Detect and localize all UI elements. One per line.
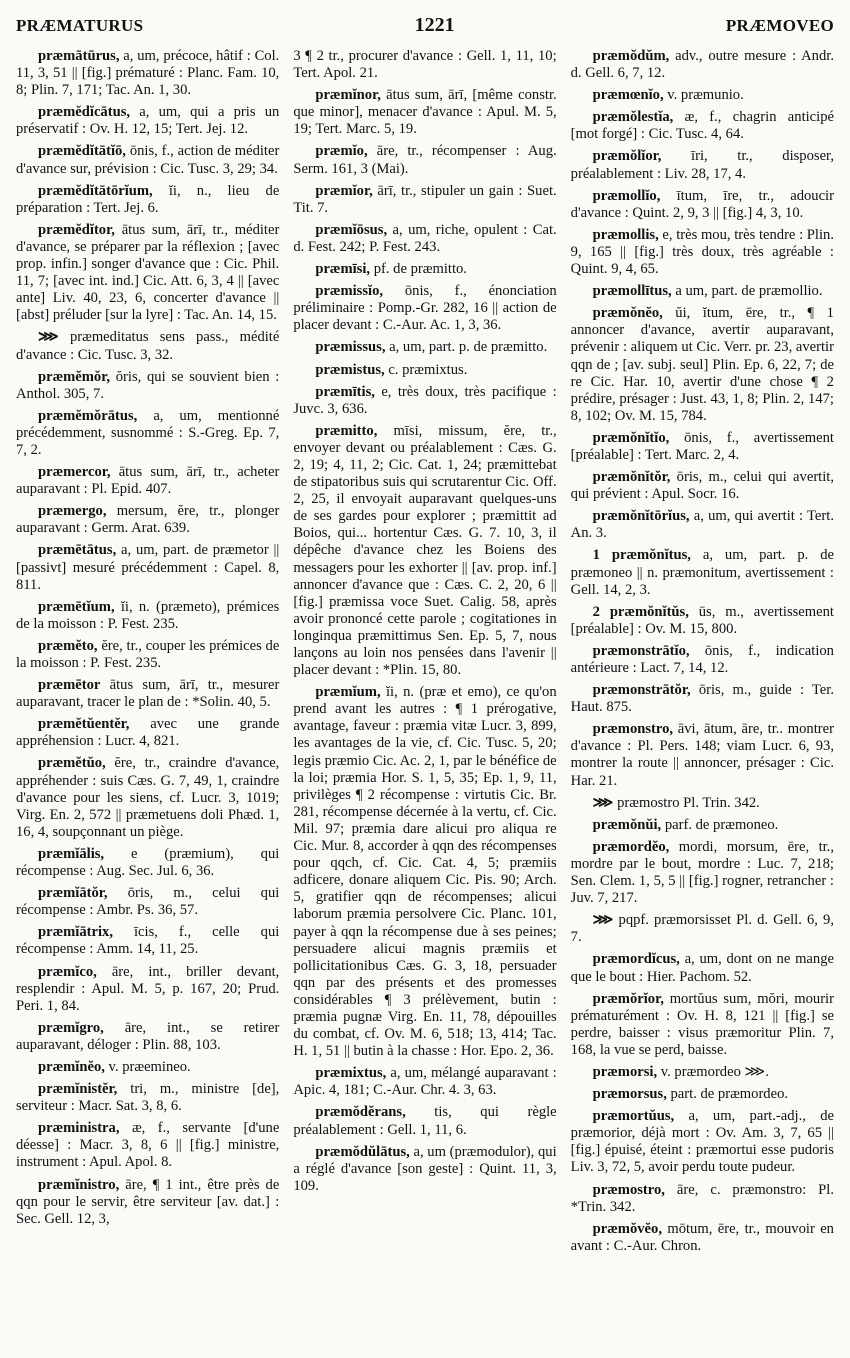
- entry-headword: præmœnĭo,: [592, 87, 664, 104]
- entry-definition: a, um, part. p. de præmoneo || n. præmonitum, avertissement : Gell. 14, 2, 3.: [570, 547, 834, 598]
- entry-headword: præmŏdĕrans,: [315, 1104, 406, 1121]
- entry-headword: præmĕdĭtātōrĭum,: [38, 182, 153, 199]
- entry-headword: ⋙: [592, 912, 614, 929]
- entry-headword: præmercor,: [38, 464, 111, 481]
- entry-headword: præmĕdĭtātĭō,: [38, 143, 126, 160]
- dictionary-entry: [16, 846, 279, 880]
- dictionary-entry: [571, 991, 834, 1059]
- entry-definition: c. præmixtus.: [388, 361, 468, 378]
- dictionary-entry: [293, 261, 556, 278]
- entry-definition: ŏris, qui se souvient bien : Anthol. 305, 7.: [16, 368, 280, 402]
- entry-definition: āre, c. præmonstro: Pl. *Trin. 342.: [570, 1181, 834, 1215]
- entry-headword: præmĭnĕo,: [38, 1058, 105, 1075]
- dictionary-entry: [16, 1059, 279, 1076]
- entry-headword: præmĭnistro,: [38, 1176, 120, 1193]
- entry-headword: præmortŭus,: [592, 1108, 675, 1125]
- entry-headword: præmordĕo,: [592, 838, 670, 855]
- entry-headword: præmātūrus,: [38, 48, 120, 64]
- entry-headword: 2 præmŏnĭtŭs,: [592, 603, 689, 620]
- entry-headword: præmĭco,: [38, 963, 97, 980]
- entry-definition: v. præmordeo ⋙.: [660, 1063, 769, 1080]
- entry-definition: e, très doux, très pacifique : Juvc. 3, 636.: [293, 383, 557, 417]
- entry-definition: ĕre, tr., craindre d'avance, appréhender : suis Cæs. G. 7, 49, 1, craindre d'avance pour les siens, cf. Lucr. 3, 1019; Virg. En. 2, 572 || præmetuens doli Phæd. 1, 16, 4, soupçonnant un piège.: [16, 755, 280, 840]
- page-number: 1221: [414, 14, 455, 36]
- entry-definition: ōris, m., celui qui récompense : Ambr. Ps. 36, 57.: [16, 885, 280, 919]
- dictionary-entry: [293, 87, 556, 138]
- columns: [16, 48, 834, 1260]
- dictionary-entry: [293, 1144, 556, 1195]
- entry-definition: adv., outre mesure : Andr. d. Gell. 6, 7, 12.: [570, 48, 834, 82]
- entry-definition: a, um, qui a pris un préservatif : Ov. H. 12, 15; Tert. Jej. 12.: [16, 104, 280, 138]
- dictionary-entry: [571, 469, 834, 503]
- dictionary-entry: [16, 183, 279, 217]
- dictionary-entry: [16, 964, 279, 1015]
- entry-headword: præmŏdŭlātus,: [315, 1143, 410, 1160]
- dictionary-entry: [16, 503, 279, 537]
- entry-headword: præmŏnŭi,: [592, 816, 662, 833]
- dictionary-entry: [571, 48, 834, 82]
- dictionary-entry: [571, 547, 834, 598]
- dictionary-entry: [571, 1182, 834, 1216]
- dictionary-entry: [293, 222, 556, 256]
- entry-headword: præmŏnĕo,: [592, 305, 663, 322]
- entry-headword: præmŏdŭm,: [592, 48, 670, 64]
- entry-headword: præmordĭcus,: [592, 951, 680, 968]
- entry-definition: mersum, ĕre, tr., plonger auparavant : Germ. Arat. 639.: [16, 503, 280, 537]
- entry-headword: præmĭgro,: [38, 1019, 104, 1036]
- entry-definition: æ, f., chagrin anticipé [mot forgé] : Cic. Tusc. 4, 64.: [570, 109, 834, 143]
- entry-definition: præmeditatus sens pass., médité d'avance : Cic. Tusc. 3, 32.: [16, 329, 280, 363]
- dictionary-entry: [16, 104, 279, 138]
- entry-headword: præmĭor,: [315, 182, 373, 199]
- entry-definition: ātus sum, ārī, tr., acheter auparavant : Pl. Epid. 407.: [16, 464, 280, 498]
- entry-definition: mīsi, missum, ĕre, tr., envoyer devant ou préalablement : Cæs. G. 2, 19; 4, 11, 2; Cic. Cat. 1, 24; præmittebat de stipatoribus suis qui scrutarentur Cic. Off. 2, 25, il envoyait auparavant quelques-uns de ses gardes pour explorer ; præmittit ad Boios, qui... hortentur Cæs. G. 7. 10, 3, il dépêche d'avance chez les Boiens des messagers pour les exhorter || [av. prop. inf.] annoncer d'avance que : Cæs. C. 2, 20, 6 || [fig.] præmissa voce Suet. Calig. 58, après avoir prononcé cette parole ; cogitationes in longinqua præmittimus Sen. Ep. 5, 7, nous lançons au loin nos pensées dans l'avenir || placer devant : *Plin. 15, 80.: [293, 422, 557, 679]
- entry-definition: ātus sum, ārī, tr., mesurer auparavant, tracer le plan de : *Solin. 40, 5.: [16, 677, 280, 711]
- entry-definition: a, um, part. de præmetor || [passivt] mesuré précédemment : Capel. 8, 811.: [16, 542, 280, 593]
- dictionary-entry: [293, 423, 556, 679]
- entry-headword: præmŏnĭtĭo,: [592, 429, 670, 446]
- entry-definition: e, très mou, très tendre : Plin. 9, 165 || [fig.] très doux, très agréable : Quint. 9, 4, 65.: [570, 226, 834, 278]
- entry-headword: præmĕtŭo,: [38, 755, 106, 772]
- entry-headword: præmĭālis,: [38, 845, 105, 862]
- entry-definition: tis, qui règle préalablement : Gell. 1, 11, 6.: [293, 1104, 557, 1138]
- dictionary-entry: [16, 1020, 279, 1054]
- dictionary-entry: [293, 339, 556, 356]
- entry-headword: præmissus,: [315, 339, 386, 356]
- entry-definition: a, um (præmodulor), qui a réglé d'avance [son geste] : Quint. 11, 3, 109.: [293, 1143, 557, 1194]
- dictionary-entry: [571, 283, 834, 300]
- entry-headword: præmētātus,: [38, 542, 117, 559]
- entry-headword: præmĕdĭcātus,: [38, 104, 131, 121]
- dictionary-entry: [16, 716, 279, 750]
- entry-definition: 3 ¶ 2 tr., procurer d'avance : Gell. 1, 11, 10; Tert. Apol. 21.: [293, 48, 557, 82]
- entry-definition: ōris, m., celui qui avertit, qui prévient : Apul. Socr. 16.: [570, 469, 834, 503]
- entry-definition: part. de præmordeo.: [670, 1086, 789, 1103]
- entry-headword: ⋙: [592, 794, 614, 811]
- dictionary-entry: [16, 638, 279, 672]
- entry-headword: præmŏlestĭa,: [592, 109, 674, 126]
- entry-headword: præmĭātrix,: [38, 924, 113, 941]
- dictionary-entry: [571, 721, 834, 789]
- dictionary-entry: [571, 951, 834, 985]
- entry-headword: præmorsus,: [592, 1086, 667, 1103]
- dictionary-entry: [571, 508, 834, 542]
- dictionary-entry: [571, 682, 834, 716]
- dictionary-entry: [293, 384, 556, 418]
- dictionary-entry: [16, 222, 279, 325]
- dictionary-entry: [293, 1065, 556, 1099]
- dictionary-entry: [571, 227, 834, 278]
- entry-definition: ĭi, n., lieu de préparation : Tert. Jej. 6.: [16, 182, 280, 216]
- entry-definition: a um, part. de præmollio.: [675, 283, 823, 300]
- dictionary-entry: [16, 48, 279, 99]
- entry-headword: præmīsi,: [315, 261, 371, 278]
- entry-definition: āre, int., se retirer auparavant, déloger : Plin. 88, 103.: [16, 1019, 280, 1053]
- entry-headword: præmĭōsus,: [315, 221, 388, 238]
- dictionary-entry: [16, 677, 279, 711]
- dictionary-entry: [16, 599, 279, 633]
- dictionary-entry: [293, 1104, 556, 1138]
- dictionary-entry: [293, 362, 556, 379]
- entry-definition: ĭi, n. (præmeto), prémices de la moisson : P. Fest. 235.: [16, 598, 280, 632]
- entry-definition: āre, int., briller devant, resplendir : Apul. M. 5, p. 167, 20; Prud. Peri. 1, 84.: [16, 963, 280, 1014]
- dictionary-entry: [571, 1221, 834, 1255]
- dictionary-entry: [571, 305, 834, 425]
- dictionary-entry: [293, 143, 556, 177]
- entry-headword: præmĕmŏrātus,: [38, 407, 138, 424]
- entry-headword: præmĭo,: [315, 143, 368, 160]
- dictionary-entry: [571, 1108, 834, 1176]
- entry-headword: præministra,: [38, 1120, 120, 1137]
- dictionary-entry: [293, 48, 556, 82]
- entry-definition: a, um, mélangé auparavant : Apic. 4, 181; C.-Aur. Chr. 4. 3, 63.: [293, 1065, 557, 1099]
- entry-definition: a, um, qui avertit : Tert. An. 3.: [570, 508, 834, 542]
- entry-headword: præmētĭum,: [38, 598, 115, 615]
- entry-definition: mortŭus sum, mŏri, mourir prématurément : Ov. H. 8, 121 || [fig.] se perdre, baisser : visus præmoritur Plin. 7, 168, la vue se perd, baisse.: [570, 990, 834, 1058]
- entry-definition: tri, m., ministre [de], serviteur : Macr. Sat. 3, 8, 6.: [16, 1081, 280, 1115]
- dictionary-entry: [16, 464, 279, 498]
- page-header: [16, 14, 834, 44]
- entry-definition: īcis, f., celle qui récompense : Amm. 14, 11, 25.: [16, 924, 280, 958]
- entry-definition: ātus sum, ārī, tr., méditer d'avance, se préparer par la réflexion ; [avec prop. infin.] songer d'avance que : Cic. Phil. 11, 7; [avec int. ind.] Cic. Att. 6, 3, 4 || [avec ante] Liv. 40, 23, 6, concerter d'avance || [abst] préluder [sur la lyre] : Tac. An. 14, 15.: [16, 221, 280, 324]
- entry-headword: præmorsi,: [592, 1063, 658, 1080]
- entry-definition: ŭi, ĭtum, ēre, tr., ¶ 1 annoncer d'avance, avertir auparavant, prévenir : aliquem ut Cic. Verr. pr. 23, avertir qqn de ; [av. subj. seul] Plin. Ep. 6, 22, 7; de re Cic. Har. 10, avertir d'une chose ¶ 2 prédire, présager : Just. 43, 1, 8; Plin. 2, 147; 8, 102; Ov. M. 15, 784.: [570, 305, 834, 424]
- entry-headword: præmollītus,: [592, 283, 672, 300]
- entry-definition: ōnis, f., avertissement [préalable] : Tert. Marc. 2, 4.: [570, 429, 834, 463]
- entry-headword: præmĭātŏr,: [38, 885, 108, 902]
- entry-definition: præmostro Pl. Trin. 342.: [617, 794, 760, 811]
- entry-definition: ōnis, f., énonciation préliminaire : Pomp.-Gr. 282, 16 || action de placer devant : C.-Aur. Ac. 1, 3, 36.: [293, 283, 557, 334]
- entry-definition: a, um, riche, opulent : Cat. d. Fest. 242; P. Fest. 243.: [293, 221, 557, 255]
- dictionary-entry: [571, 643, 834, 677]
- dictionary-entry: [571, 839, 834, 907]
- entry-definition: mordi, morsum, ēre, tr., mordre par le bout, mordre : Luc. 7, 218; Sen. Clem. 1, 5, 5 || [fig.] rogner, retrancher : Juv. 7, 217.: [570, 838, 834, 907]
- entry-definition: ōnis, f., action de méditer d'avance sur, prévision : Cic. Tusc. 3, 29; 34.: [16, 143, 280, 177]
- entry-headword: præmollĭo,: [592, 187, 661, 204]
- entry-headword: præmĕdĭtor,: [38, 221, 115, 238]
- entry-headword: præmistus,: [315, 361, 385, 378]
- header-left-guideword: PRÆMATURUS: [16, 16, 144, 35]
- entry-headword: 1 præmŏnĭtus,: [592, 547, 691, 564]
- entry-definition: v. præemineo.: [108, 1058, 191, 1075]
- entry-headword: præmollis,: [592, 226, 659, 243]
- dictionary-entry: [16, 1081, 279, 1115]
- entry-headword: præmŏlĭor,: [592, 148, 662, 165]
- dictionary-entry: [16, 329, 279, 363]
- entry-definition: pf. de præmitto.: [373, 261, 467, 278]
- entry-definition: a, um, mentionné précédemment, susnommé : S.-Greg. Ep. 7, 7, 2.: [16, 407, 280, 458]
- dictionary-entry: [293, 684, 556, 1060]
- entry-definition: mōtum, ēre, tr., mouvoir en avant : C.-Aur. Chron.: [570, 1220, 834, 1254]
- entry-headword: præmĭnistĕr,: [38, 1081, 118, 1098]
- entry-headword: præmĭnor,: [315, 87, 381, 104]
- dictionary-entry: [571, 1064, 834, 1081]
- entry-headword: præmostro,: [592, 1181, 665, 1198]
- entry-definition: v. præmunio.: [667, 87, 744, 104]
- dictionary-entry: [293, 283, 556, 334]
- dictionary-entry: [16, 1120, 279, 1171]
- entry-definition: parf. de præmoneo.: [664, 816, 779, 833]
- dictionary-entry: [571, 604, 834, 638]
- entry-definition: ōnis, f., indication antérieure : Lact. 7, 14, 12.: [570, 642, 834, 676]
- dictionary-entry: [571, 87, 834, 104]
- entry-definition: ĭi, n. (præ et emo), ce qu'on prend avant les autres : ¶ 1 prérogative, avantage, faveur : præmia vitæ Lucr. 3, 899, les avantages de la vie, cf. Cic. Tusc. 5, 20; legis præmio Cic. Ac. 2, 1, par le bénéfice de la loi; præmia Hor. S. 1, 5, 35; Ep. 1, 9, 11, privilèges ¶ 2 récompense : virtutis Cic. Br. 281, récompense décernée à la vertu, cf. Cic. Mil. 97; præmia dare alicui pro aliqua re Cic. Mur. 8, accorder à qqn des récompenses pour qqch, cf. Cic. Cat. 4, 5; præmiis adficere, donare aliquem Cic. Pis. 90; Arch. 5, gratifier qqn de récompenses; alicui laborum præmia persolvere Cic. Planc. 101, payer à qqn la récompense due à ses peines; persuadere alicui magnis præmiis et pollicitationibus Cæs. G. 3, 18, persuader qqn par des présents et des promesses considérables ¶ 3 prélèvement, butin : præmia pugnæ Virg. En. 11, 78, dépouilles du combat, cf. Ov. M. 6, 518; 13, 414; Tac. H. 1, 51 || butin à la chasse : Hor. Epo. 2, 36.: [293, 684, 557, 1060]
- dictionary-entry: [571, 795, 834, 812]
- entry-definition: īri, tr., disposer, préalablement : Liv. 28, 17, 4.: [570, 148, 834, 182]
- entry-definition: æ, f., servante [d'une déesse] : Macr. 3, 8, 6 || [fig.] ministre, instrument : Apul. Apol. 8.: [16, 1120, 280, 1171]
- dictionary-entry: [571, 109, 834, 143]
- column-3: [571, 48, 834, 1260]
- dictionary-entry: [16, 924, 279, 958]
- entry-definition: ārī, tr., stipuler un gain : Suet. Tit. 7.: [293, 182, 557, 216]
- entry-headword: præmonstrātĭo,: [592, 642, 690, 659]
- dictionary-entry: [571, 1086, 834, 1103]
- entry-headword: præmĭum,: [315, 684, 381, 701]
- entry-definition: āre, tr., récompenser : Aug. Serm. 161, 3 (Mai).: [293, 143, 557, 177]
- dictionary-entry: [16, 369, 279, 403]
- entry-definition: ātus sum, ārī, [même constr. que minor], menacer d'avance : Apul. M. 5, 19; Tert. Marc. 5, 19.: [293, 87, 557, 138]
- entry-definition: avec une grande appréhension : Lucr. 4, 821.: [16, 716, 280, 750]
- entry-headword: præmergo,: [38, 503, 107, 520]
- dictionary-entry: [571, 188, 834, 222]
- entry-definition: āre, ¶ 1 int., être près de qqn pour le servir, être serviteur [av. dat.] : Sec. Gell. 12, 3,: [16, 1176, 280, 1227]
- entry-definition: ūs, m., avertissement [préalable] : Ov. M. 15, 800.: [570, 603, 834, 637]
- entry-headword: præmŏnĭtŏr,: [592, 469, 671, 486]
- entry-definition: e (præmium), qui récompense : Aug. Sec. Jul. 6, 36.: [16, 845, 280, 880]
- dictionary-entry: [16, 885, 279, 919]
- entry-headword: præmĕmŏr,: [38, 368, 111, 385]
- entry-headword: præmītis,: [315, 383, 375, 400]
- entry-definition: a, um, part.-adj., de præmorior, déjà mort : Ov. Am. 3, 7, 65 || [fig.] épuisé, éteint : præmortui esse pudoris Liv. 3, 72, 5, avoir perdu toute pudeur.: [570, 1108, 834, 1176]
- dictionary-entry: [571, 148, 834, 182]
- dictionary-entry: [16, 143, 279, 177]
- entry-headword: præmŏnĭtōrĭus,: [592, 508, 690, 525]
- dictionary-entry: [16, 1177, 279, 1228]
- column-2: [293, 48, 556, 1260]
- entry-headword: præmitto,: [315, 422, 378, 439]
- entry-headword: præmŏrĭor,: [592, 990, 664, 1007]
- entry-definition: a, um, précoce, hâtif : Col. 11, 3, 51 || [fig.] prématuré : Planc. Fam. 10, 8; Plin. 7, 171; Tac. An. 1, 30.: [16, 48, 280, 99]
- entry-headword: præmĕto,: [38, 637, 98, 654]
- dictionary-entry: [571, 912, 834, 946]
- entry-headword: præmonstro,: [592, 721, 674, 738]
- column-1: [16, 48, 279, 1260]
- dictionary-entry: [571, 817, 834, 834]
- dictionary-entry: [16, 755, 279, 840]
- entry-headword: præmonstrātŏr,: [592, 682, 691, 699]
- entry-definition: a, um, part. p. de præmitto.: [389, 339, 548, 356]
- entry-definition: pqpf. præmorsisset Pl. d. Gell. 6, 9, 7.: [570, 912, 834, 946]
- dictionary-entry: [293, 183, 556, 217]
- entry-headword: præmissĭo,: [315, 283, 384, 300]
- entry-headword: præmŏvĕo,: [592, 1220, 662, 1237]
- entry-definition: āvi, ātum, āre, tr.. montrer d'avance : Pl. Pers. 148; viam Lucr. 6, 93, montrer la route || annoncer, présager : Cic. Har. 21.: [570, 721, 834, 789]
- entry-headword: præmētor: [38, 677, 101, 694]
- entry-definition: ītum, īre, tr., adoucir d'avance : Quint. 2, 9, 3 || [fig.] 4, 3, 10.: [570, 187, 834, 221]
- entry-headword: ⋙: [38, 329, 59, 346]
- entry-headword: præmixtus,: [315, 1065, 387, 1082]
- header-right-guideword: PRÆMOVEO: [725, 16, 834, 35]
- dictionary-entry: [16, 542, 279, 593]
- entry-headword: præmĕtŭentĕr,: [38, 716, 130, 733]
- dictionary-entry: [16, 408, 279, 459]
- dictionary-entry: [571, 430, 834, 464]
- entry-definition: a, um, dont on ne mange que le bout : Hier. Pachom. 52.: [570, 951, 834, 985]
- entry-definition: ĕre, tr., couper les prémices de la moisson : P. Fest. 235.: [16, 637, 280, 671]
- entry-definition: ōris, m., guide : Ter. Haut. 875.: [570, 682, 834, 716]
